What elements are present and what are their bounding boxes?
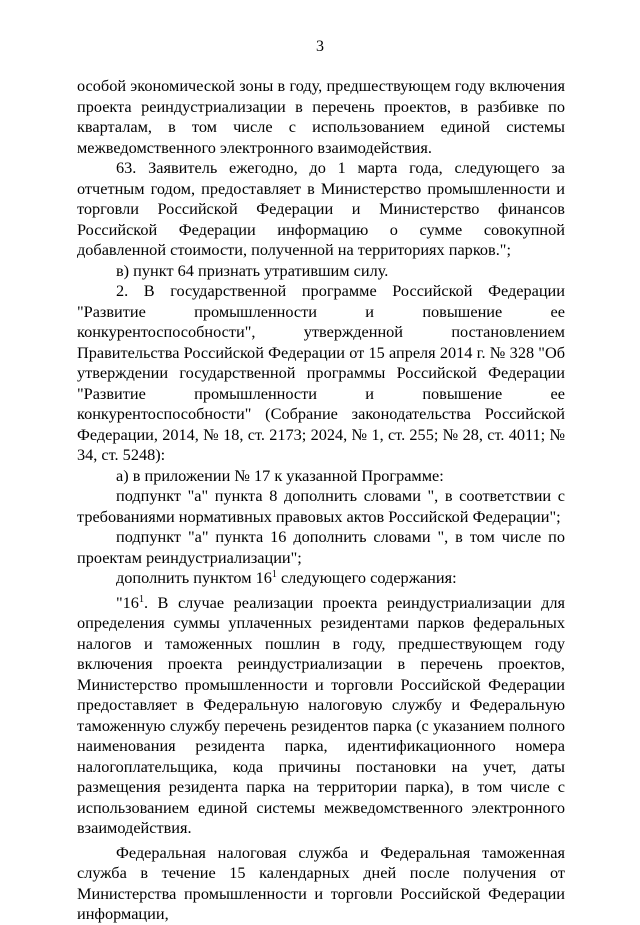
page-number: 3: [316, 38, 324, 55]
paragraph-add-point-16-1: [77, 568, 565, 589]
paragraph-point-63: 63. Заявитель ежегодно, до 1 марта года, следующего за отчетным годом, предоставляет в Министерство промышленности и торговли Российской Федерации и Министерство финансов Российской Федерации информацию о сумме совокупной добавленной стоимости, полученной на территориях парков.";: [77, 158, 565, 259]
superscript: 1: [271, 569, 277, 580]
paragraph-tax-customs-service: Федеральная налоговая служба и Федеральная таможенная служба в течение 15 календарных дней после получения от Министерства промышленности и торговли Российской Федерации информации,: [77, 842, 565, 923]
superscript: 1: [138, 593, 144, 605]
paragraph-text: . В случае реализации проекта реиндустриализации для определения суммы уплаченных резидентами парков федеральных налогов и таможенных пошлин в году, предшествующем году включения проекта реиндустриализации в перечень проектов, Министерство промышленности и торговли Российской Федерации предоставляет в Федеральную налоговую службу и Федеральную таможенную службу перечень резидентов парка (с указанием полного наименования резидента парка, идентификационного номера налогоплательщика, кода причины постановки на учет, даты размещения резидента парка на территории парка), в том числе с использованием единой системы межведомственного электронного взаимодействия.: [77, 592, 565, 837]
paragraph-text: "16: [116, 592, 139, 612]
document-body: [77, 76, 565, 925]
paragraph-subpoint-16: подпункт "а" пункта 16 дополнить словами ", в том числе по проектам реиндустриализации";: [77, 527, 565, 567]
paragraph-state-program: 2. В государственной программе Российской Федерации "Развитие промышленности и повышение ее конкурентоспособности", утвержденной постановлением Правительства Российской Федерации от 15 апреля 2014 г. № 328 "Об утверждении государственной программы Российской Федерации "Развитие промышленности и повышение ее конкурентоспособности" (Собрание законодательства Российской Федерации, 2014, № 18, ст. 2173; 2024, № 1, ст. 255; № 28, ст. 4011; № 34, ст. 5248):: [77, 281, 565, 464]
paragraph-point-64-repeal: в) пункт 64 признать утратившим силу.: [116, 260, 389, 280]
paragraph-subpoint-8: подпункт "а" пункта 8 дополнить словами ", в соответствии с требованиями нормативных правовых актов Российской Федерации";: [77, 486, 565, 526]
paragraph-point-16-1-content: [77, 593, 565, 839]
paragraph-zone-continuation: особой экономической зоны в году, предшествующем году включения проекта реиндустриализации в перечень проектов, в разбивке по кварталам, в том числе с использованием единой системы межведомственного электронного взаимодействия.: [77, 76, 565, 157]
paragraph-text: следующего содержания:: [276, 568, 457, 587]
paragraph-text: дополнить пунктом 16: [116, 568, 272, 587]
paragraph-appendix-17: а) в приложении № 17 к указанной Программе:: [116, 465, 444, 485]
